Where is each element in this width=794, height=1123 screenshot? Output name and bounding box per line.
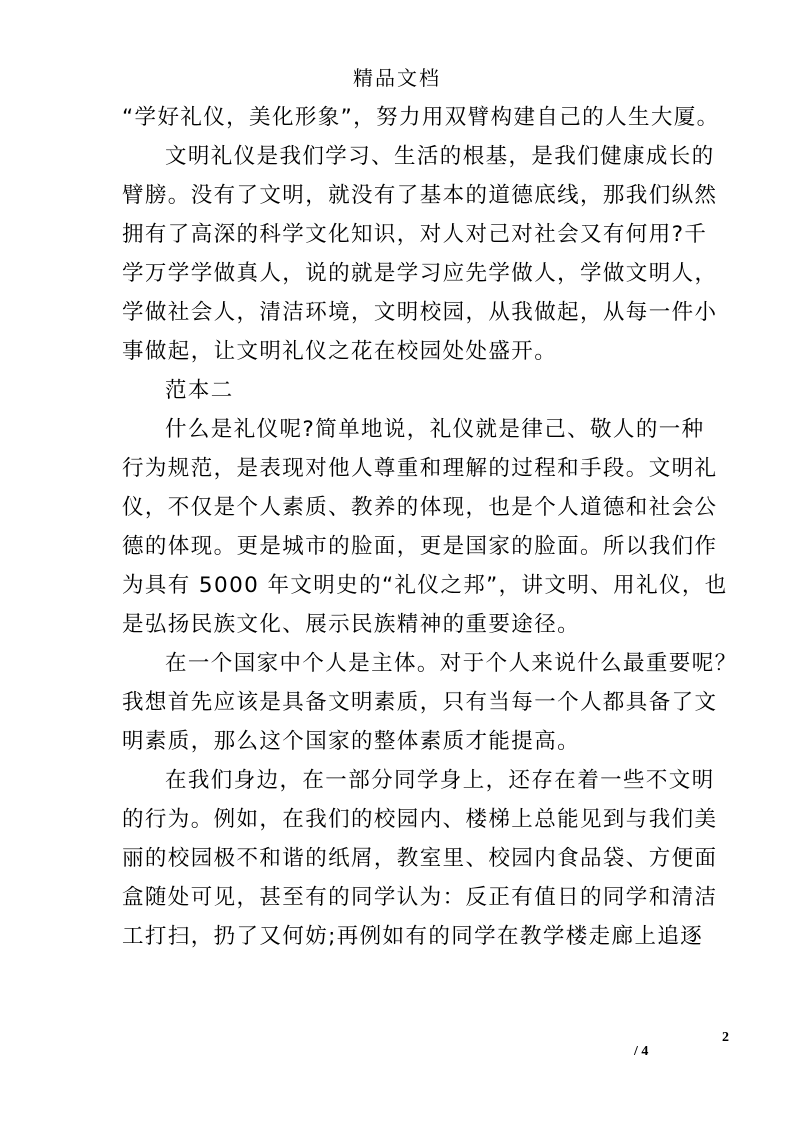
page-total: / 4 (634, 1044, 649, 1059)
text-line: 文明礼仪是我们学习、生活的根基，是我们健康成长的 (165, 144, 715, 169)
text-line: “学好礼仪，美化形象”，努力用双臂构建自己的人生大厦。 (122, 105, 720, 130)
text-line: 行为规范，是表现对他人尊重和理解的过程和手段。文明礼 (122, 456, 718, 481)
text-line: 学万学学做真人，说的就是学习应先学做人，学做文明人， (122, 261, 718, 286)
text-line: 臂膀。没有了文明，就没有了基本的道德底线，那我们纵然 (122, 183, 718, 208)
document-body (122, 98, 738, 956)
text-line: 我想首先应该是具备文明素质，只有当每一个人都具备了文 (122, 690, 718, 715)
text-line: 丽的校园极不和谐的纸屑，教室里、校园内食品袋、方便面 (122, 846, 718, 871)
text-line: 是弘扬民族文化、展示民族精神的重要途径。 (122, 612, 581, 637)
text-line: 什么是礼仪呢?简单地说，礼仪就是律己、敬人的一种 (165, 417, 705, 442)
text-line: 在一个国家中个人是主体。对于个人来说什么最重要呢？ (165, 651, 738, 676)
page-header: 精品文档 (353, 66, 441, 90)
text-line: 在我们身边，在一部分同学身上，还存在着一些不文明 (165, 768, 715, 793)
text-line: 范本二 (165, 378, 234, 403)
text-line: 拥有了高深的科学文化知识，对人对己对社会又有何用?千 (122, 222, 708, 247)
text-line: 德的体现。更是城市的脸面，更是国家的脸面。所以我们作 (122, 534, 718, 559)
text-line: 学做社会人，清洁环境，文明校园，从我做起，从每一件小 (122, 300, 718, 325)
text-line: 事做起，让文明礼仪之花在校园处处盛开。 (122, 339, 558, 364)
text-line: 的行为。例如，在我们的校园内、楼梯上总能见到与我们美 (122, 807, 718, 832)
text-line: 明素质，那么这个国家的整体素质才能提高。 (122, 729, 581, 754)
text-line: 盒随处可见，甚至有的同学认为：反正有值日的同学和清洁 (122, 885, 718, 910)
text-line: 为具有 5000 年文明史的“礼仪之邦”，讲文明、用礼仪，也 (122, 573, 728, 598)
page-number: 2 (722, 1030, 729, 1045)
text-line: 仪，不仅是个人素质、教养的体现，也是个人道德和社会公 (122, 495, 718, 520)
text-line: 工打扫，扔了又何妨;再例如有的同学在教学楼走廊上追逐 (122, 924, 704, 949)
